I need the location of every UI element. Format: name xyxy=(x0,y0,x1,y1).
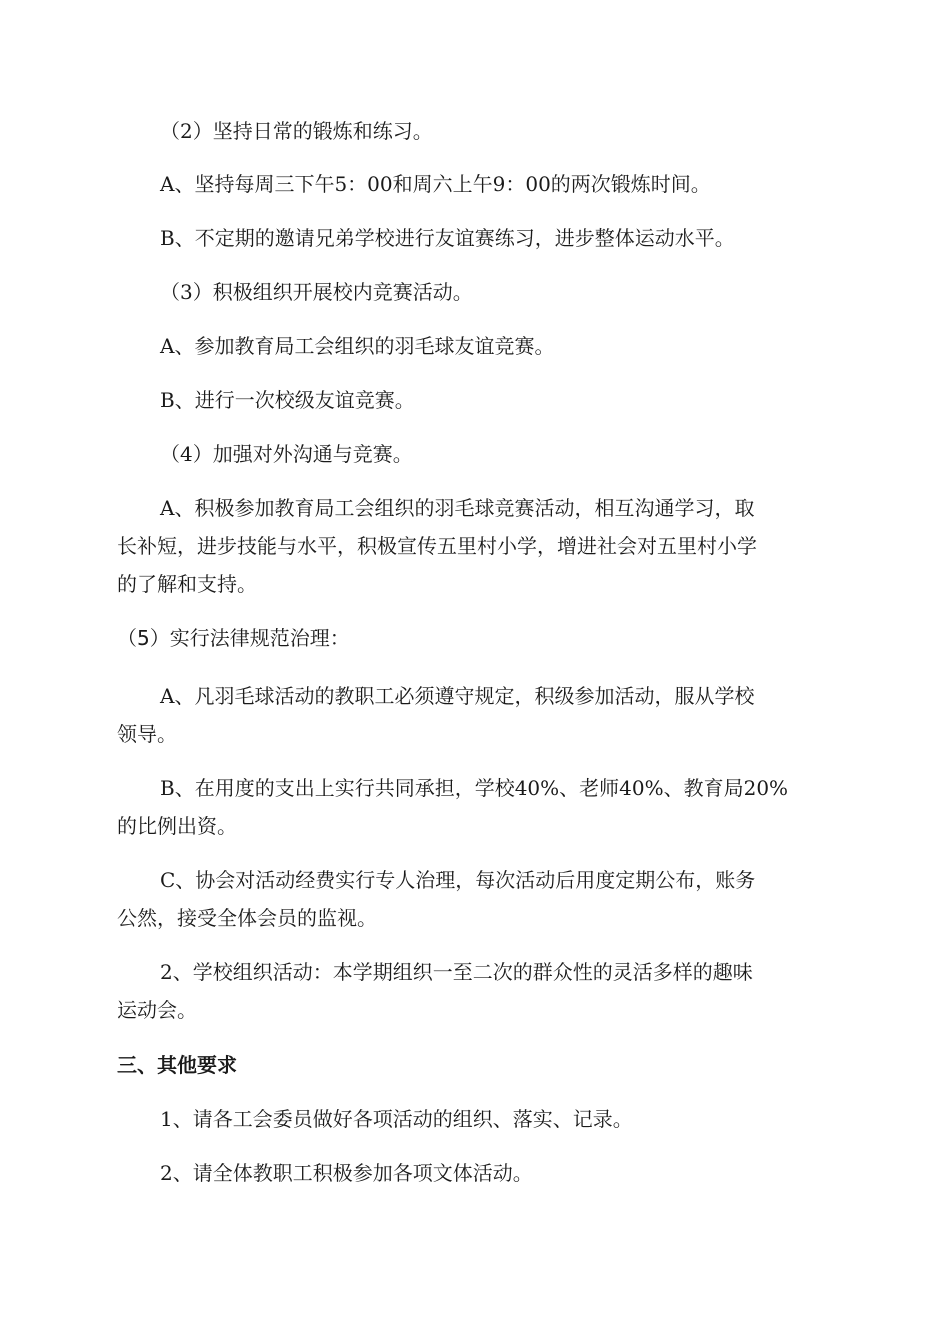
paragraph-item-5b-line1: B、在用度的支出上实行共同承担，学校40%、老师40%、教育局20% xyxy=(160,776,789,800)
paragraph-item-5a-line1: A、凡羽毛球活动的教职工必须遵守规定，积级参加活动，服从学校 xyxy=(160,684,755,708)
paragraph-item-3b: B、进行一次校级友谊竞赛。 xyxy=(160,388,415,412)
paragraph-item-3a: A、参加教育局工会组织的羽毛球友谊竞赛。 xyxy=(160,334,555,358)
paragraph-item-5a-line2: 领导。 xyxy=(117,722,177,746)
section-heading-other-requirements: 三、其他要求 xyxy=(117,1053,237,1077)
paragraph-item-4: （4）加强对外沟通与竞赛。 xyxy=(160,442,413,466)
paragraph-item-4a-line2: 长补短，进步技能与水平，积极宣传五里村小学，增进社会对五里村小学 xyxy=(117,534,757,558)
paragraph-item-5b-line2: 的比例出资。 xyxy=(117,814,237,838)
paragraph-item-4a-line3: 的了解和支持。 xyxy=(117,572,257,596)
requirement-item-2: 2、请全体教职工积极参加各项文体活动。 xyxy=(160,1161,533,1185)
paragraph-item-5c-line1: C、协会对活动经费实行专人治理，每次活动后用度定期公布，账务 xyxy=(160,868,756,892)
paragraph-item-2: （2）坚持日常的锻炼和练习。 xyxy=(160,119,433,143)
paragraph-item-2a: A、坚持每周三下午5：00和周六上午9：00的两次锻炼时间。 xyxy=(160,172,711,196)
paragraph-item-2b: B、不定期的邀请兄弟学校进行友谊赛练习，进步整体运动水平。 xyxy=(160,226,735,250)
paragraph-item-5: （5）实行法律规范治理： xyxy=(117,626,350,650)
paragraph-school-activity-line1: 2、学校组织活动：本学期组织一至二次的群众性的灵活多样的趣味 xyxy=(160,960,753,984)
paragraph-item-4a-line1: A、积极参加教育局工会组织的羽毛球竞赛活动，相互沟通学习，取 xyxy=(160,496,755,520)
requirement-item-1: 1、请各工会委员做好各项活动的组织、落实、记录。 xyxy=(160,1107,633,1131)
paragraph-school-activity-line2: 运动会。 xyxy=(117,998,197,1022)
paragraph-item-5c-line2: 公然，接受全体会员的监视。 xyxy=(117,906,377,930)
paragraph-item-3: （3）积极组织开展校内竞赛活动。 xyxy=(160,280,473,304)
